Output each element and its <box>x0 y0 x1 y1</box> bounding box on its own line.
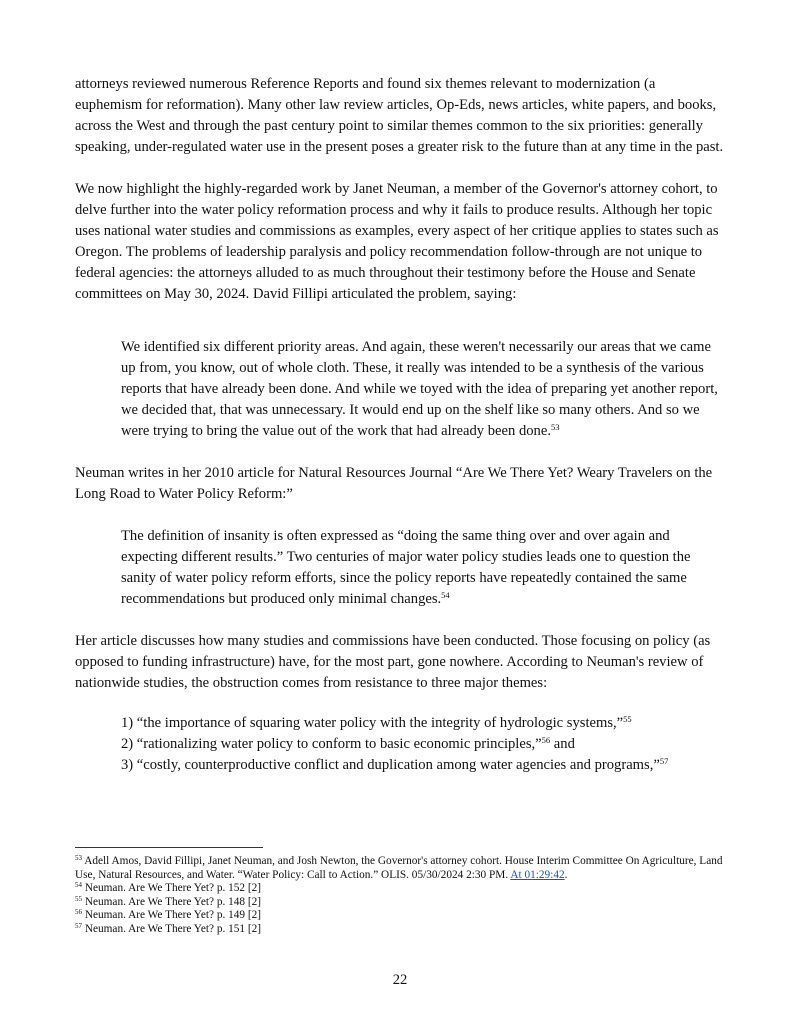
footnote-ref-56: 56 <box>541 735 551 745</box>
footnote-ref-55: 55 <box>623 714 632 724</box>
list-item <box>121 755 725 776</box>
paragraph-3: Neuman writes in her 2010 article for Natural Resources Journal “Are We There Yet? Weary Travelers on the Long Road to Water Policy Reform:” <box>75 465 713 502</box>
footnote-ref-57: 57 <box>659 756 669 766</box>
paragraph-2: We now highlight the highly-regarded work by Janet Neuman, a member of the Governor's attorney cohort, to delve further into the water policy reformation process and why it fails to produce results. Although her topic uses national water studies and commissions as examples, every aspect of her critique applies to states such as Oregon. The problems of leadership paralysis and policy recommendation follow-through are not unique to federal agencies: the attorneys alluded to as much throughout their testimony before the House and Senate committees on May 30, 2024. David Fillipi articulated the problem, saying: <box>75 181 719 302</box>
footnote-divider <box>75 847 263 848</box>
page-body <box>75 74 725 776</box>
paragraph-4: Her article discusses how many studies and commissions have been conducted. Those focusing on policy (as opposed to funding infrastructure) have, for the most part, gone nowhere. According to Neuman's review of nationwide studies, the obstruction comes from resistance to three major themes: <box>75 633 711 691</box>
paragraph-1: attorneys reviewed numerous Reference Reports and found six themes relevant to modernization (a euphemism for reformation). Many other law review articles, Op-Eds, news articles, white papers, and books, across the West and through the past century point to similar themes common to the six priorities: generally speaking, under-regulated water use in the present poses a greater risk to the future than at any time in the past. <box>75 76 724 155</box>
block-quote-neuman-text: The definition of insanity is often expressed as “doing the same thing over and over again and expecting different results.” Two centuries of major water policy studies leads one to question the sanity of water policy reform efforts, since the policy reports have repeatedly contained the same recommendations but produced only minimal changes. <box>121 528 691 607</box>
list-item-text: 3) “costly, counterproductive conflict and duplication among water agencies and programs,” <box>121 757 660 773</box>
block-quote-neuman <box>121 526 725 610</box>
footnote-56: $^{56}$ Neuman. Are We There Yet? p. 149 [2] <box>75 908 262 921</box>
footnote-ref-53: 53 <box>550 422 560 432</box>
list-item-text: 2) “rationalizing water policy to conform to basic economic principles,” <box>121 736 542 752</box>
footnote-57: $^{57}$ Neuman. Are We There Yet? p. 151 [2] <box>75 921 262 935</box>
list-item <box>121 713 725 734</box>
footnote-54: $^{54}$ Neuman. Are We There Yet? p. 152 [2] <box>75 881 262 894</box>
footnote-ref-54: 54 <box>441 590 450 600</box>
list-item-text: 1) “the importance of squaring water policy with the integrity of hydrologic systems,” <box>121 715 624 731</box>
block-quote-fillipi-text: We identified six different priority areas. And again, these weren't necessarily our areas that we came up from, you know, out of whole cloth. These, it really was intended to be a synthesis of the various reports that have already been done. And while we toyed with the idea of preparing yet another report, we decided that, that was unnecessary. It would end up on the shelf like so many others. And so we were trying to bring the value out of the work that had already been done. <box>121 339 718 439</box>
block-quote-fillipi <box>121 337 725 442</box>
footnotes <box>75 855 725 936</box>
footnote-55: $^{55}$ Neuman. Are We There Yet? p. 148 [2] <box>75 894 262 908</box>
footnote-53: $^{53}$ Adell Amos, David Fillipi, Janet Neuman, and Josh Newton, the Governor's attorney cohort. House Interim Committee On Agriculture, Land Use, Natural Resources, and Water. “Water Policy: Call to Action.” OLIS. 05/30/2024 2:30 PM. At 01:29:42. <box>75 854 723 881</box>
footnote-53-timestamp-link[interactable]: At 01:29:42 <box>510 868 565 881</box>
list-item: 2) “rationalizing water policy to conform to basic economic principles,”$^{56}$ and <box>121 735 575 752</box>
themes-list <box>121 713 725 776</box>
page-number: 22 <box>392 972 408 988</box>
